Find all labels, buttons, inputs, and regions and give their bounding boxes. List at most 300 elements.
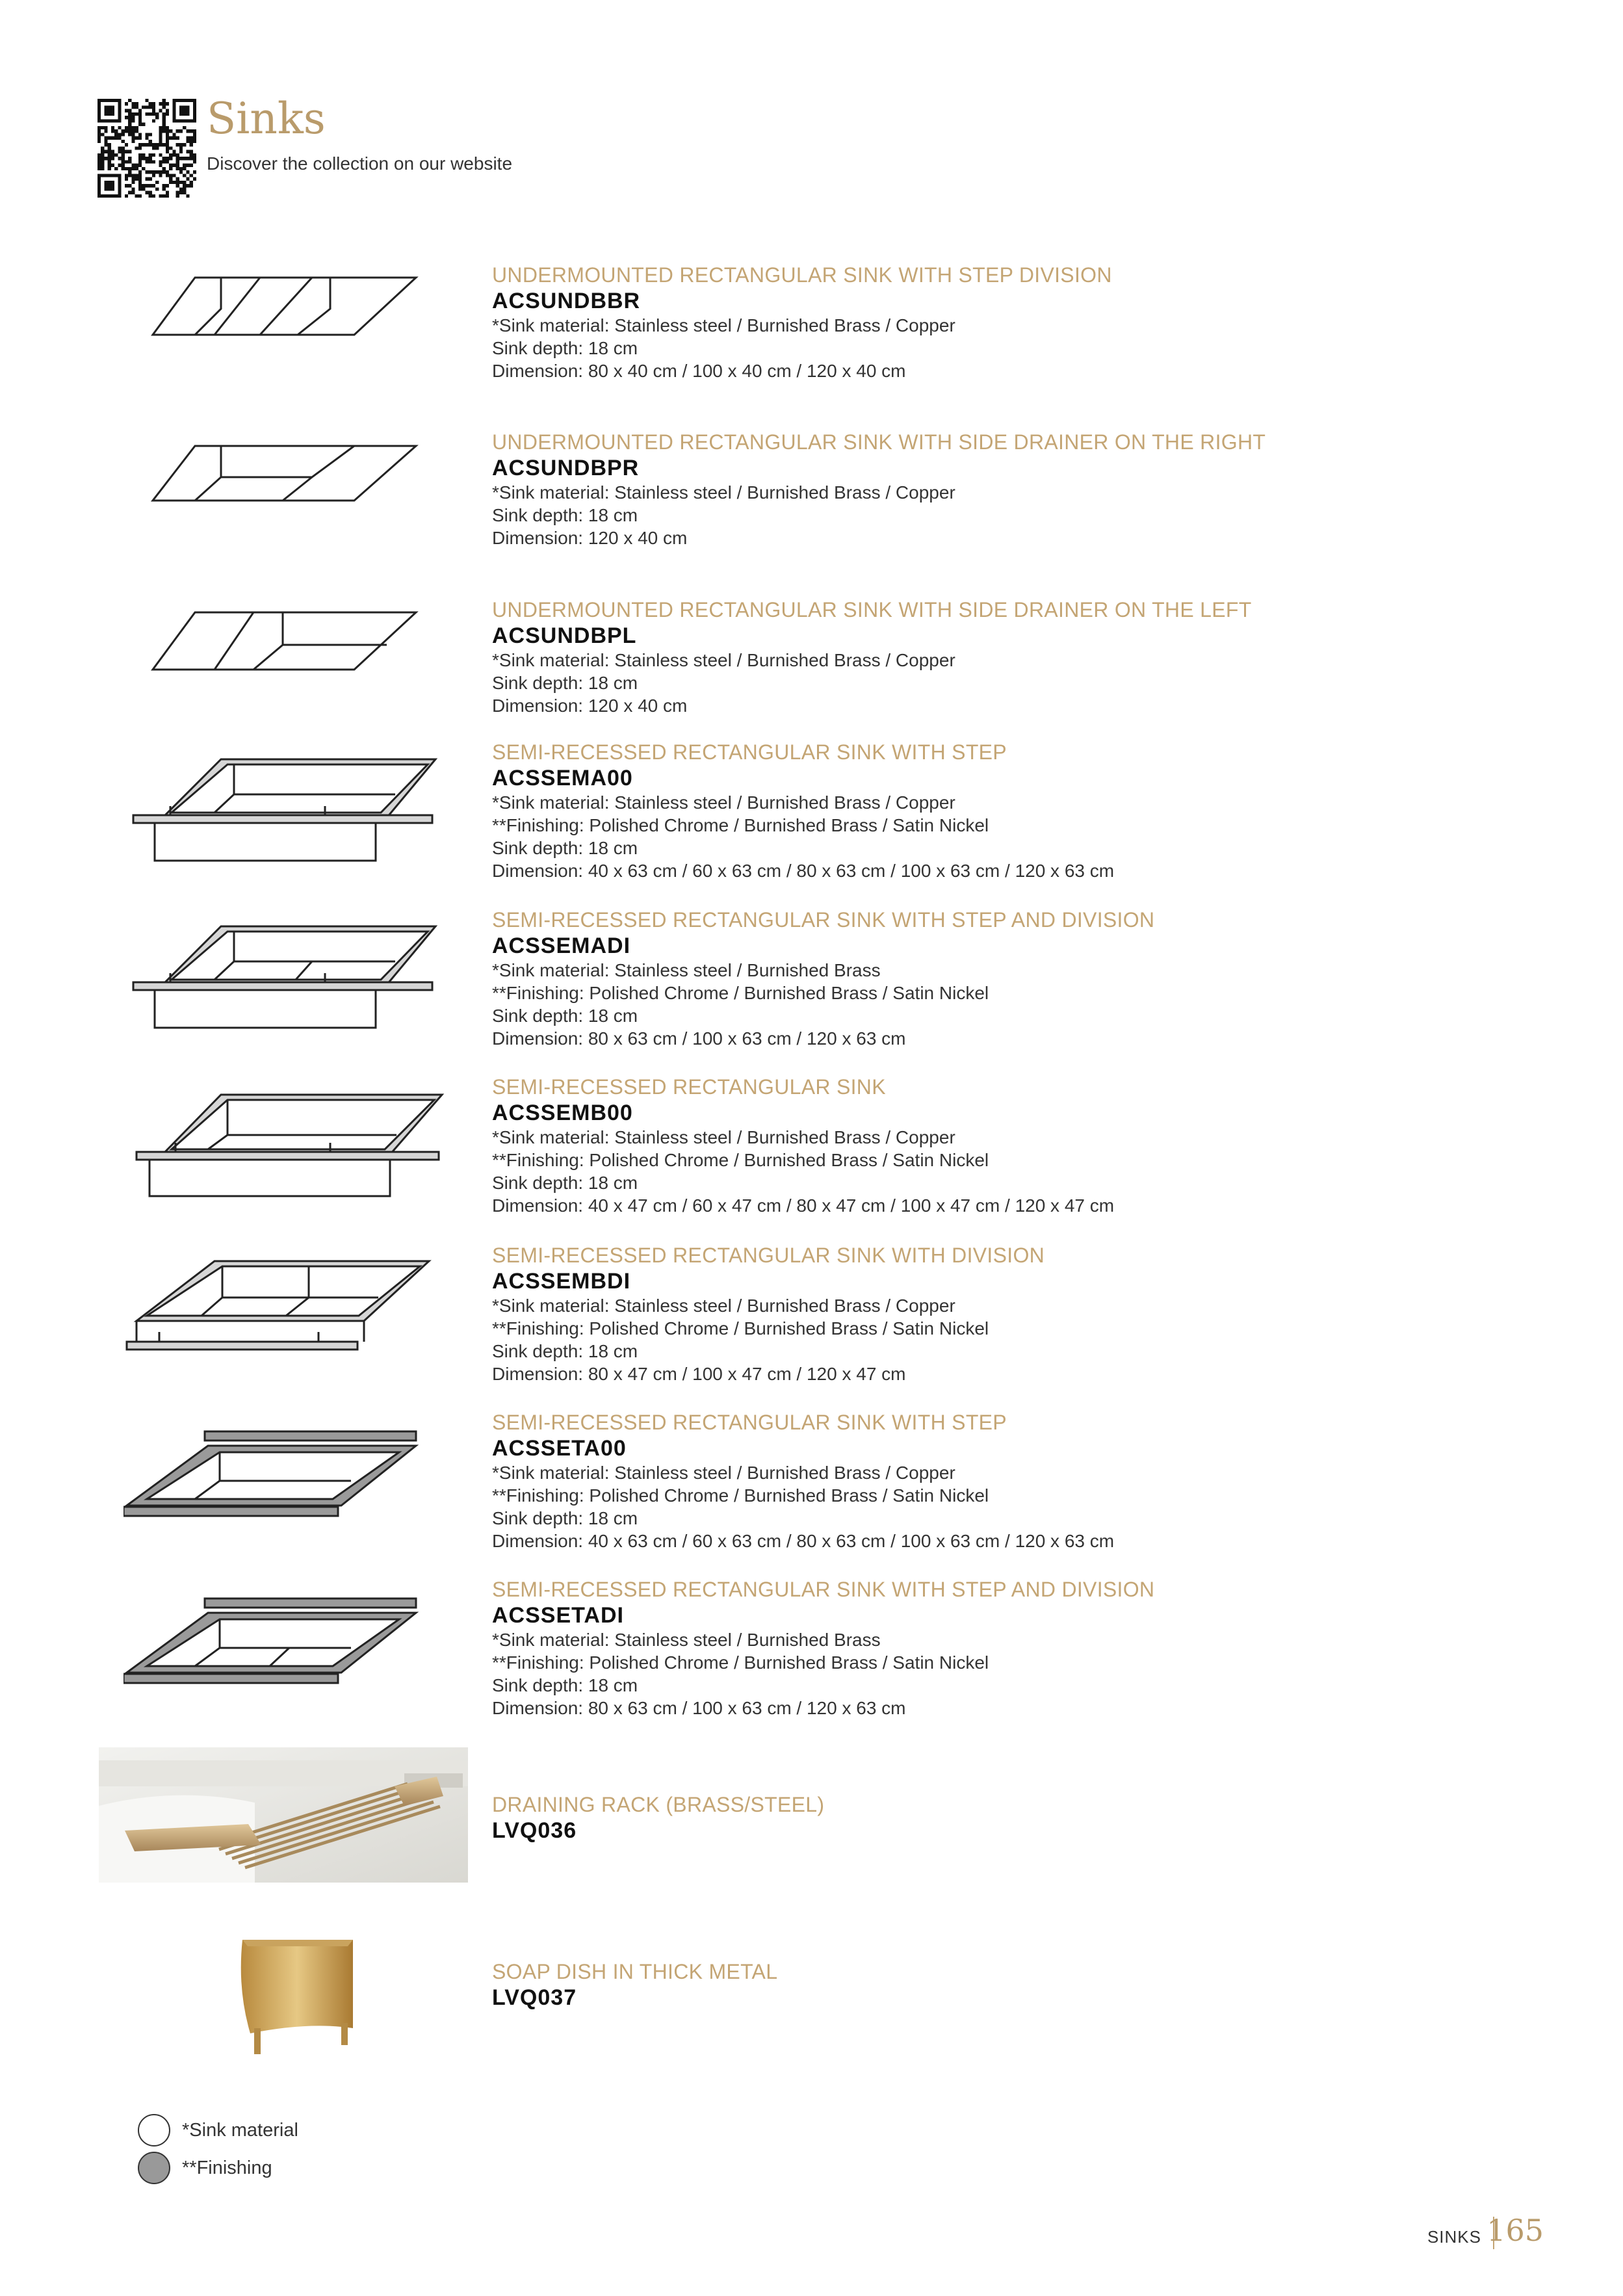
product-depth: Sink depth: 18 cm: [492, 338, 638, 358]
qr-module: [190, 181, 193, 184]
qr-module: [169, 164, 172, 167]
qr-module: [135, 102, 138, 105]
qr-module: [131, 133, 135, 136]
qr-module: [166, 133, 169, 136]
product-dimension: Dimension: 120 x 40 cm: [492, 528, 688, 548]
product-title: UNDERMOUNTED RECTANGULAR SINK WITH SIDE DRAINER ON THE LEFT: [492, 598, 1252, 621]
qr-module: [125, 102, 128, 105]
qr-module: [186, 157, 189, 160]
qr-module: [159, 143, 162, 146]
qr-module: [104, 143, 107, 146]
qr-module: [108, 143, 111, 146]
qr-module: [159, 129, 162, 133]
qr-module: [183, 187, 186, 190]
qr-module: [166, 140, 169, 143]
qr-module: [152, 184, 155, 187]
page-subtitle: Discover the collection on our website: [207, 153, 513, 174]
qr-module: [172, 137, 175, 140]
sink-drawing-semi-recessed-step-division: [123, 921, 448, 1035]
qr-module: [172, 181, 175, 184]
qr-module: [101, 164, 104, 167]
qr-module: [145, 191, 148, 194]
qr-module: [152, 102, 155, 105]
qr-module: [179, 150, 183, 153]
qr-module: [166, 184, 169, 187]
product-material: *Sink material: Stainless steel / Burnished Brass / Copper: [492, 650, 955, 670]
qr-module: [149, 133, 152, 136]
qr-module: [142, 153, 145, 157]
draining-rack-photo: [99, 1747, 468, 1883]
product-depth: Sink depth: 18 cm: [492, 1006, 638, 1026]
qr-module: [149, 157, 152, 160]
qr-module: [149, 143, 152, 146]
qr-module: [166, 150, 169, 153]
product-material: *Sink material: Stainless steel / Burnished Brass / Copper: [492, 482, 955, 502]
qr-module: [135, 177, 138, 181]
qr-module: [128, 160, 131, 163]
qr-module: [122, 153, 125, 157]
qr-module: [128, 116, 131, 119]
product-dimension: Dimension: 40 x 63 cm / 60 x 63 cm / 80 x 63 cm / 100 x 63 cm / 120 x 63 cm: [492, 861, 1115, 881]
qr-module: [190, 164, 193, 167]
qr-module: [131, 164, 135, 167]
qr-module: [108, 150, 111, 153]
qr-module: [149, 184, 152, 187]
qr-module: [162, 129, 166, 133]
qr-module: [101, 167, 104, 170]
qr-module: [162, 157, 166, 160]
qr-module: [145, 105, 148, 109]
legend-label: **Finishing: [182, 2158, 272, 2178]
qr-module: [176, 164, 179, 167]
qr-module: [131, 116, 135, 119]
product-finishing: **Finishing: Polished Chrome / Burnished Brass / Satin Nickel: [492, 1318, 989, 1338]
qr-module: [159, 160, 162, 163]
product-acssembdi: [492, 1242, 1532, 1385]
qr-module: [176, 167, 179, 170]
product-dimension: Dimension: 40 x 47 cm / 60 x 47 cm / 80 x 47 cm / 100 x 47 cm / 120 x 47 cm: [492, 1195, 1115, 1216]
qr-module: [179, 187, 183, 190]
qr-module: [169, 129, 172, 133]
qr-module: [152, 153, 155, 157]
qr-module: [190, 129, 193, 133]
qr-module: [122, 129, 125, 133]
qr-module: [155, 187, 159, 190]
qr-module: [169, 137, 172, 140]
qr-module: [186, 164, 189, 167]
qr-module: [149, 160, 152, 163]
qr-module: [166, 137, 169, 140]
qr-module: [111, 150, 114, 153]
qr-module: [138, 160, 142, 163]
product-code: ACSSEMBDI: [492, 1269, 631, 1294]
qr-module: [125, 174, 128, 177]
product-depth: Sink depth: 18 cm: [492, 1173, 638, 1193]
qr-module: [172, 133, 175, 136]
qr-module: [97, 153, 101, 157]
product-dimension: Dimension: 40 x 63 cm / 60 x 63 cm / 80 x 63 cm / 100 x 63 cm / 120 x 63 cm: [492, 1531, 1115, 1551]
qr-module: [131, 112, 135, 116]
qr-module: [97, 137, 101, 140]
qr-module: [131, 177, 135, 181]
qr-module: [159, 174, 162, 177]
product-dimension: Dimension: 80 x 63 cm / 100 x 63 cm / 120 x 63 cm: [492, 1698, 906, 1718]
qr-module: [111, 157, 114, 160]
qr-module: [145, 184, 148, 187]
qr-module: [131, 181, 135, 184]
product-lvq036: [492, 1792, 1532, 1844]
qr-module: [159, 109, 162, 112]
qr-module: [186, 170, 189, 174]
qr-module: [176, 184, 179, 187]
qr-module: [149, 177, 152, 181]
qr-module: [169, 167, 172, 170]
qr-module: [142, 187, 145, 190]
qr-module: [108, 160, 111, 163]
sink-drawing-semi-recessed-division: [123, 1257, 448, 1371]
qr-module: [111, 153, 114, 157]
sink-drawing-undermount-step-division: [123, 270, 448, 348]
qr-module: [138, 133, 142, 136]
product-code: ACSUNDBPL: [492, 623, 637, 648]
product-material: *Sink material: Stainless steel / Burnished Brass: [492, 1630, 881, 1650]
qr-module: [176, 160, 179, 163]
qr-module: [162, 116, 166, 119]
qr-module: [101, 153, 104, 157]
qr-module: [131, 191, 135, 194]
qr-module: [138, 170, 142, 174]
qr-module: [114, 137, 118, 140]
qr-module: [152, 170, 155, 174]
qr-module: [193, 177, 196, 181]
qr-module: [176, 137, 179, 140]
qr-module: [118, 137, 121, 140]
qr-module: [131, 102, 135, 105]
qr-module: [125, 194, 128, 198]
qr-module: [155, 112, 159, 116]
qr-module: [128, 123, 131, 126]
qr-module: [183, 164, 186, 167]
qr-module: [128, 191, 131, 194]
qr-module: [149, 102, 152, 105]
product-acssetadi: [492, 1576, 1532, 1719]
soap-dish-photo: [231, 1931, 361, 2061]
qr-module: [190, 140, 193, 143]
product-depth: Sink depth: 18 cm: [492, 1508, 638, 1528]
qr-module: [138, 194, 142, 198]
qr-module: [186, 177, 189, 181]
qr-module: [159, 102, 162, 105]
qr-module: [169, 157, 172, 160]
qr-module: [118, 133, 121, 136]
qr-module: [155, 181, 159, 184]
qr-code[interactable]: [97, 99, 196, 198]
qr-module: [190, 157, 193, 160]
sink-drawing-undermount-drainer-left: [123, 603, 448, 681]
qr-module: [193, 129, 196, 133]
sink-drawing-semi-recessed-step: [123, 754, 448, 868]
product-title: UNDERMOUNTED RECTANGULAR SINK WITH SIDE DRAINER ON THE RIGHT: [492, 430, 1266, 454]
product-code: ACSSEMADI: [492, 933, 631, 958]
product-acsundbpl: [492, 597, 1532, 717]
qr-module: [162, 119, 166, 122]
qr-module: [128, 99, 131, 102]
sink-drawing-undermount-drainer-right: [123, 437, 448, 515]
qr-module: [152, 119, 155, 122]
product-material: *Sink material: Stainless steel / Burnished Brass / Copper: [492, 315, 955, 335]
qr-module: [135, 194, 138, 198]
qr-module: [122, 167, 125, 170]
qr-module: [176, 143, 179, 146]
qr-module: [152, 112, 155, 116]
product-title: SEMI-RECESSED RECTANGULAR SINK: [492, 1075, 886, 1099]
qr-module: [128, 129, 131, 133]
qr-module: [125, 167, 128, 170]
qr-module: [149, 153, 152, 157]
product-dimension: Dimension: 80 x 63 cm / 100 x 63 cm / 120 x 63 cm: [492, 1028, 906, 1049]
qr-module: [145, 99, 148, 102]
qr-module: [104, 140, 107, 143]
qr-module: [114, 129, 118, 133]
qr-module: [114, 133, 118, 136]
qr-module: [155, 143, 159, 146]
qr-module: [118, 126, 121, 129]
product-depth: Sink depth: 18 cm: [492, 1675, 638, 1695]
qr-module: [186, 140, 189, 143]
qr-module: [190, 174, 193, 177]
qr-module: [145, 143, 148, 146]
footer-section-label: SINKS: [1427, 2227, 1481, 2247]
qr-module: [138, 143, 142, 146]
qr-module: [166, 126, 169, 129]
qr-module: [128, 184, 131, 187]
qr-module: [142, 184, 145, 187]
qr-module: [186, 150, 189, 153]
qr-module: [142, 105, 145, 109]
qr-module: [138, 119, 142, 122]
qr-module: [108, 164, 111, 167]
qr-module: [183, 174, 186, 177]
qr-module: [122, 146, 125, 150]
product-title: DRAINING RACK (BRASS/STEEL): [492, 1793, 825, 1816]
qr-module: [172, 150, 175, 153]
qr-module: [149, 170, 152, 174]
qr-module: [159, 164, 162, 167]
qr-module: [145, 170, 148, 174]
qr-module: [166, 160, 169, 163]
qr-module: [190, 184, 193, 187]
qr-module: [186, 194, 189, 198]
qr-module: [111, 137, 114, 140]
qr-module: [166, 174, 169, 177]
qr-module: [179, 191, 183, 194]
qr-module: [122, 150, 125, 153]
product-acssema00: [492, 739, 1532, 882]
qr-module: [172, 164, 175, 167]
product-depth: Sink depth: 18 cm: [492, 1341, 638, 1361]
qr-module: [159, 140, 162, 143]
qr-module: [138, 187, 142, 190]
qr-module: [138, 123, 142, 126]
qr-module: [155, 116, 159, 119]
qr-module: [176, 157, 179, 160]
qr-module: [135, 174, 138, 177]
qr-module: [125, 129, 128, 133]
sink-material-swatch-icon: [138, 2114, 170, 2146]
qr-module: [138, 157, 142, 160]
qr-module: [135, 137, 138, 140]
qr-module: [183, 167, 186, 170]
qr-module: [138, 184, 142, 187]
qr-module: [108, 167, 111, 170]
qr-module: [138, 181, 142, 184]
qr-module: [186, 137, 189, 140]
qr-module: [101, 146, 104, 150]
qr-module: [135, 105, 138, 109]
qr-module: [145, 157, 148, 160]
qr-module: [149, 191, 152, 194]
qr-module: [193, 153, 196, 157]
product-code: LVQ037: [492, 1985, 577, 2010]
qr-module: [108, 146, 111, 150]
product-code: ACSUNDBPR: [492, 456, 640, 480]
qr-module: [101, 160, 104, 163]
qr-module: [183, 143, 186, 146]
qr-module: [159, 133, 162, 136]
sink-drawing-semi-recessed: [123, 1089, 448, 1203]
qr-module: [122, 140, 125, 143]
qr-module: [172, 174, 175, 177]
qr-module: [108, 137, 111, 140]
qr-module: [108, 157, 111, 160]
qr-module: [118, 164, 121, 167]
qr-module: [125, 109, 128, 112]
qr-module: [138, 153, 142, 157]
qr-module: [162, 102, 166, 105]
qr-module: [169, 146, 172, 150]
qr-module: [159, 170, 162, 174]
product-lvq037: [492, 1959, 1532, 2011]
qr-module: [190, 143, 193, 146]
product-acssemb00: [492, 1074, 1532, 1217]
qr-module: [131, 140, 135, 143]
product-title: SEMI-RECESSED RECTANGULAR SINK WITH STEP AND DIVISION: [492, 908, 1155, 932]
product-material: *Sink material: Stainless steel / Burnished Brass / Copper: [492, 792, 955, 813]
qr-module: [166, 112, 169, 116]
product-title: SEMI-RECESSED RECTANGULAR SINK WITH STEP: [492, 1411, 1007, 1434]
qr-module: [101, 150, 104, 153]
product-finishing: **Finishing: Polished Chrome / Burnished Brass / Satin Nickel: [492, 983, 989, 1003]
qr-module: [128, 157, 131, 160]
qr-module: [176, 194, 179, 198]
qr-module: [179, 167, 183, 170]
product-dimension: Dimension: 80 x 47 cm / 100 x 47 cm / 120 x 47 cm: [492, 1364, 906, 1384]
qr-module: [152, 160, 155, 163]
qr-module: [138, 137, 142, 140]
qr-module: [104, 129, 107, 133]
qr-module: [152, 194, 155, 198]
product-title: SEMI-RECESSED RECTANGULAR SINK WITH STEP AND DIVISION: [492, 1578, 1155, 1601]
qr-module: [159, 153, 162, 157]
qr-module: [162, 112, 166, 116]
qr-module: [193, 157, 196, 160]
qr-module: [193, 133, 196, 136]
qr-module: [101, 133, 104, 136]
qr-module: [159, 194, 162, 198]
qr-module: [125, 116, 128, 119]
qr-module: [138, 109, 142, 112]
qr-module: [104, 150, 107, 153]
qr-module: [131, 187, 135, 190]
qr-module: [122, 133, 125, 136]
qr-module: [179, 143, 183, 146]
qr-module: [179, 181, 183, 184]
qr-module: [125, 150, 128, 153]
qr-module: [135, 167, 138, 170]
product-title: SOAP DISH IN THICK METAL: [492, 1960, 778, 1983]
qr-module: [193, 137, 196, 140]
qr-module: [111, 126, 114, 129]
qr-module: [155, 170, 159, 174]
qr-module: [114, 167, 118, 170]
qr-module: [138, 112, 142, 116]
qr-module: [125, 160, 128, 163]
qr-module: [190, 153, 193, 157]
qr-module: [104, 157, 107, 160]
qr-module: [179, 146, 183, 150]
product-dimension: Dimension: 80 x 40 cm / 100 x 40 cm / 120 x 40 cm: [492, 361, 906, 381]
qr-module: [145, 137, 148, 140]
product-dimension: Dimension: 120 x 40 cm: [492, 696, 688, 716]
qr-module: [149, 140, 152, 143]
qr-module: [138, 164, 142, 167]
sink-drawing-flush-step-division: [123, 1596, 448, 1693]
qr-module: [122, 160, 125, 163]
qr-module: [145, 112, 148, 116]
qr-module: [162, 143, 166, 146]
qr-module: [128, 170, 131, 174]
qr-module: [166, 157, 169, 160]
qr-module: [162, 187, 166, 190]
qr-module: [131, 129, 135, 133]
qr-module: [159, 137, 162, 140]
product-finishing: **Finishing: Polished Chrome / Burnished Brass / Satin Nickel: [492, 1485, 989, 1506]
qr-module: [97, 164, 101, 167]
qr-module: [179, 170, 183, 174]
qr-module: [97, 157, 101, 160]
product-acsundbpr: [492, 429, 1532, 549]
qr-module: [135, 112, 138, 116]
qr-module: [152, 109, 155, 112]
product-code: ACSSETA00: [492, 1436, 627, 1461]
qr-module: [118, 146, 121, 150]
qr-module: [152, 143, 155, 146]
qr-module: [97, 129, 101, 133]
qr-module: [122, 164, 125, 167]
qr-module: [149, 194, 152, 198]
qr-module: [162, 126, 166, 129]
qr-module: [101, 157, 104, 160]
qr-module: [131, 137, 135, 140]
qr-module: [97, 133, 101, 136]
qr-module: [179, 129, 183, 133]
qr-module: [155, 146, 159, 150]
product-material: *Sink material: Stainless steel / Burnished Brass / Copper: [492, 1296, 955, 1316]
qr-module: [169, 174, 172, 177]
qr-module: [162, 194, 166, 198]
qr-module: [142, 167, 145, 170]
legend-label: *Sink material: [182, 2120, 298, 2141]
